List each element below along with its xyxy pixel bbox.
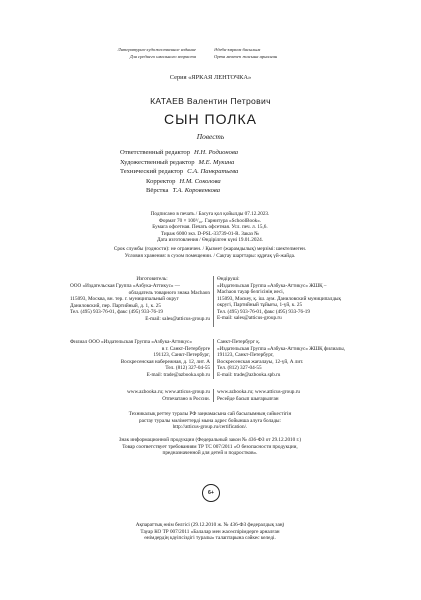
print-info-line: Дата изготовления / Өндірілген күні 19.01.2024. [157,237,263,243]
manufacturer-ru [96,276,208,283]
website-line: www.azbooka.ru; www.atticus-group.ru [126,389,210,395]
address-line: Machaon тауар белгісінің иесі, [217,289,284,295]
info-sign-line: Товар соответствует требованиям ТР ТС 007/2011 «О безопасности продукции, [122,443,298,450]
manufacturer-kz [217,276,367,322]
genre-label: Повесть [196,132,225,141]
service-info [40,246,380,259]
credit-person: С.А. Панкратьева [187,168,239,176]
print-info-line: Подписано в печать / Басуға қол қойылды 07.12.2023. [150,211,270,217]
print-info [60,211,360,244]
branch-line: Санкт-Петербург қ. [217,339,261,345]
web-ru [70,389,210,402]
column-divider [213,276,214,327]
print-info-line: Тираж 6000 экз. D-PSL-33739-01-R. Заказ № [160,230,260,237]
email-line: E-mail: trade@azbooka.spb.ru [146,371,210,378]
column-divider [213,389,214,402]
certification-line: Техникалық реттеу туралы РФ заңнамасына сай басылымның сәйкестігін [128,411,292,417]
editorial-credits [120,148,350,196]
certification-info [50,411,370,431]
credit-person: Н.М. Соколова [179,177,221,185]
website-line: www.azbooka.ru; www.atticus-group.ru [217,389,301,395]
address-line: Даниловский, пер. Партийный, д. 1, к. 25 [70,302,161,309]
credit-role: Художественный редактор [120,158,195,166]
credit-role: Корректор [146,177,176,185]
printed-in-line: Ресейде басып шығарылған [217,395,279,402]
credit-person: Т.А. Коровенкова [172,187,221,195]
email-line: E-mail: trade@azbooka.spb.ru [217,371,281,378]
book-title: СЫН ПОЛКА [164,111,257,127]
address-line: Тел. (495) 933-76-01, факс (495) 933-76-19 [70,309,163,315]
credit-row [120,148,350,158]
info-product-sign-kz [40,522,380,542]
branch-line: Воскресенская набережная, д. 12, лит. А [120,358,210,365]
age-rating-badge: 6+ [202,484,220,502]
credit-row [120,167,350,177]
branch-line: Воскресенская жағалауы, 12-үй, А лит. [217,358,304,365]
address-line: Тел. (495) 933-76-01, факс (495) 933-76-19 [217,308,310,315]
info-sign-line: өнімдердің қауіпсіздігі туралы» талаптарына сәйкес келеді. [144,535,276,541]
credit-role: Ответственный редактор [120,149,191,156]
address-line: «Издательская Группа «Азбука-Аттикус» ЖШҚ – [217,282,327,289]
email-line: E-mail: sales@atticus-group.ru [145,315,210,322]
credit-row [120,177,350,187]
manufacturer-heading: Өндіруші: [217,276,240,282]
printed-in-line: Отпечатано в России. [162,395,210,402]
address-line: округі, Партийный тұйығы, 1-үй, к. 25 [217,302,303,308]
credit-role: Вёрстка [146,187,169,195]
credit-row [120,186,350,196]
author-name: КАТАЕВ Валентин Петрович [150,96,271,106]
web-kz [217,389,367,402]
service-life-line: Срок службы (годности): не ограничен. / Қызмет (жарамдылық) мерзімі: шектелмеген. [113,246,307,252]
series-name: Серия «ЯРКАЯ ЛЕНТОЧКА» [169,74,252,81]
storage-line: Условия хранения: в сухом помещении. / Сақтау шарттары: құрғақ үй-жайда. [124,252,296,259]
address-line: ООО «Издательская Группа «Азбука-Аттикус» — [70,283,180,289]
credit-row [120,158,350,168]
branch-line: Тел. (812) 327-04-55 [217,365,262,371]
manufacturer-heading: Изготовитель: [136,276,168,282]
info-sign-line: Знак информационной продукции (Федеральный закон № 436-ФЗ от 29.12.2010 г.) [118,437,302,443]
edition-type-kz: Әдеби-көркем басылым [214,47,261,52]
credit-person: М.Е. Мукина [198,158,235,166]
address-line: 115093, Москва, вн. тер. г. муниципальный округ [70,296,179,302]
credit-person: Н.Н. Родионова [194,149,239,156]
manufacturer-ru-body [70,283,210,322]
age-group-kz: Орта мектеп жасына арналған [214,54,278,59]
branch-line: в г. Санкт-Петербурге [161,345,210,352]
branch-line: 191123, Санкт-Петербург, [217,352,274,358]
info-product-sign [40,437,380,457]
branch-ru [70,339,210,378]
info-sign-line: Ақпараттық өнім белгісі (29.12.2010 ж. № 436-ФЗ федералдық заң) [135,522,285,528]
info-sign-line: Тауар КО ТР 007/2011 «Балалар мен жасөспірімдерге арналған [140,528,280,535]
credit-role: Технический редактор [120,168,184,176]
branch-line: 191123, Санкт-Петербург, [153,352,210,358]
print-info-line: Формат 70 × 100¹/₁₆. Гарнитура «SchoolBook». [158,217,262,224]
edition-type-ru: Литературно-художественное издание [117,47,196,52]
email-line: E-mail: sales@atticus-group.ru [217,315,282,321]
branch-line: «Издательская Группа «Азбука-Аттикус» ЖШҚ филиалы, [217,345,346,352]
address-line: обладатель товарного знака Machaon [128,289,210,296]
address-line: 115093, Мәскеу, қ. іш. аум. Даниловский муниципалдық [217,295,342,302]
branch-line: Филиал ООО «Издательская Группа «Азбука-Аттикус» [70,339,192,345]
certification-url: http://atticus-group.ru/certification/. [172,424,248,430]
branch-line: Тел. (812) 327-04-55 [165,365,210,371]
branch-kz [217,339,367,378]
certification-line: растау туралы мәліметтерді мына адрес бойынша алуға болады: [139,417,281,424]
print-info-line: Бумага офсетная. Печать офсетная. Усл. печ. л. 15,6. [152,224,268,230]
age-group-ru: Для среднего школьного возраста [129,54,196,59]
info-sign-line: предназначенной для детей и подростков». [162,450,258,456]
column-divider [213,339,214,379]
